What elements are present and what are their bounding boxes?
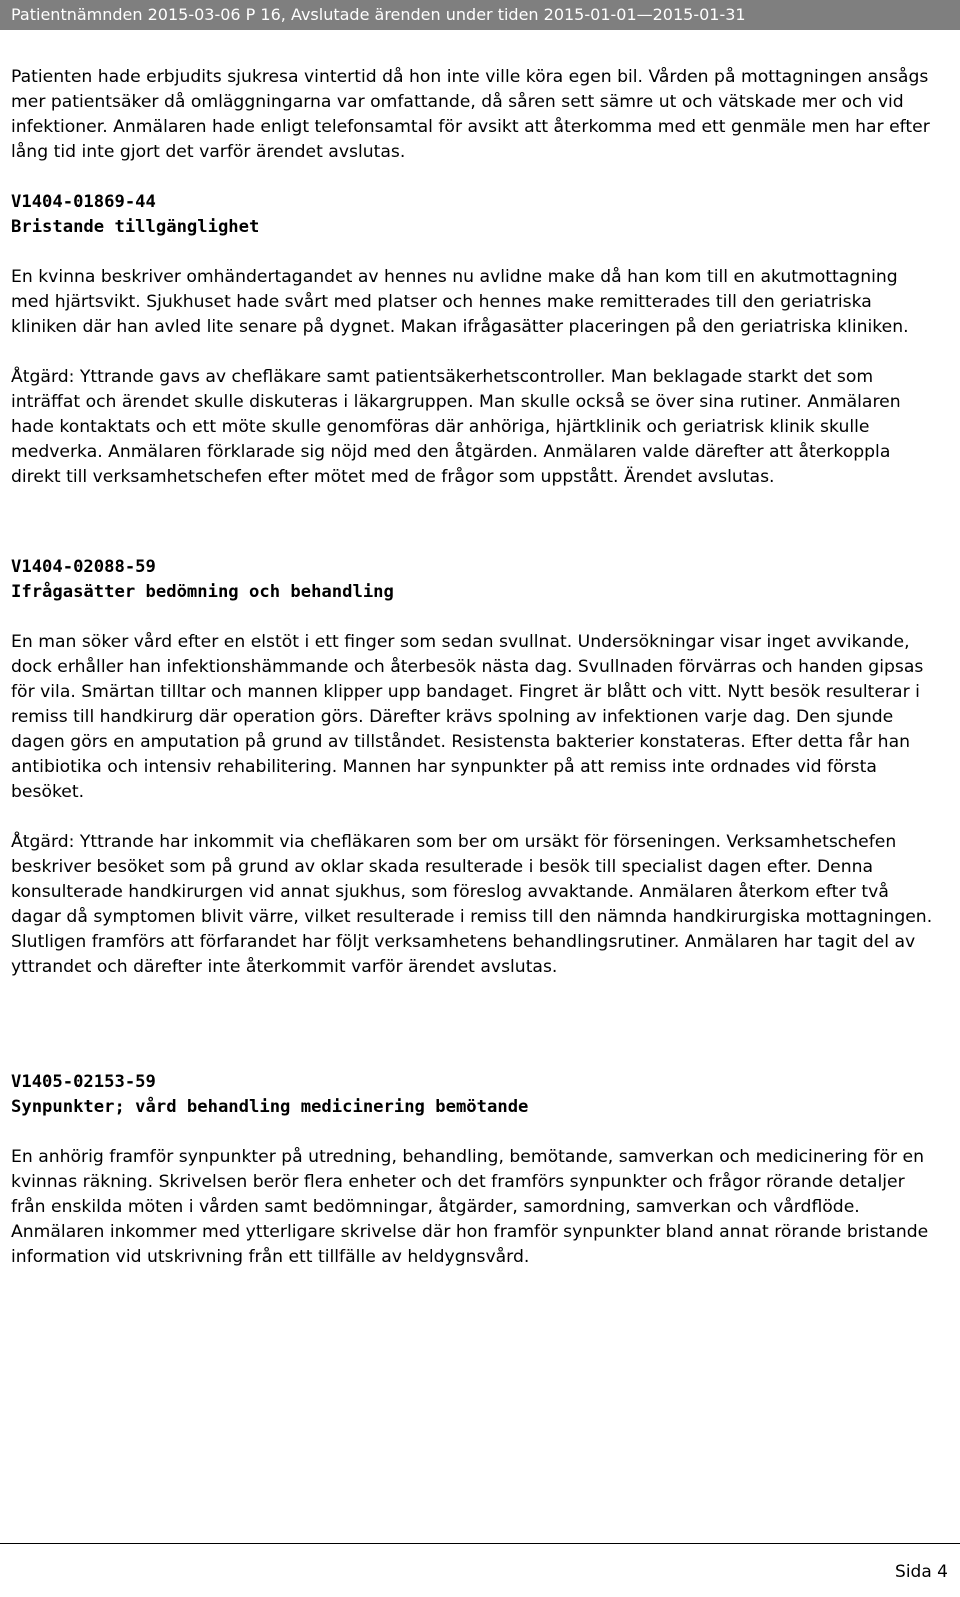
case-title: Synpunkter; vård behandling medicinering bemötande: [11, 1097, 529, 1117]
case-block: [11, 190, 941, 490]
case-block: [11, 1070, 941, 1270]
case-id: V1404-01869-44: [11, 192, 156, 212]
document-body: [11, 65, 941, 1295]
case-action: Åtgärd: Yttrande har inkommit via chefläkaren som ber om ursäkt för förseningen. Verksamhetschefen beskriver besöket som på grund av oklar skada resulterade i besök till specialist dagen efter. Denna konsulterade handkirurgen vid annat sjukhus, som föreslog avvaktande. Anmälaren återkom efter två dagar då symptomen blivit värre, vilket resulterade i remiss till den nämnda handkirurgiska mottagningen. Slutligen framförs att förfarandet har följt verksamhetens behandlingsrutiner. Anmälaren har tagit del av yttrandet och därefter inte återkommit varför ärendet avslutas.: [11, 832, 933, 977]
page-number: Sida 4: [895, 1562, 948, 1582]
case-action: Åtgärd: Yttrande gavs av chefläkare samt patientsäkerhetscontroller. Man beklagade starkt det som inträffat och ärendet skulle diskuteras i läkargruppen. Man skulle också se över sina rutiner. Anmälaren hade kontaktats och ett möte skulle genomföras där anhöriga, hjärtklinik och geriatrisk klinik skulle medverka. Anmälaren förklarade sig nöjd med den åtgärden. Anmälaren valde därefter att återkoppla direkt till verksamhetschefen efter mötet med de frågor som uppstått. Ärendet avslutas.: [11, 367, 901, 487]
case-description: En kvinna beskriver omhändertagandet av hennes nu avlidne make då han kom till en akutmottagning med hjärtsvikt. Sjukhuset hade svårt med platser och hennes make remitterades till den geriatriska kliniken där han avled lite senare på dygnet. Makan ifrågasätter placeringen på den geriatriska kliniken.: [11, 267, 909, 337]
case-id: V1404-02088-59: [11, 557, 156, 577]
case-title: Bristande tillgänglighet: [11, 217, 260, 237]
footer-divider: [0, 1543, 960, 1544]
page-header: [0, 0, 960, 30]
header-title: Patientnämnden 2015-03-06 P 16, Avslutade ärenden under tiden 2015-01-01—2015-01-31: [11, 5, 746, 24]
case-description: En anhörig framför synpunkter på utredning, behandling, bemötande, samverkan och medicinering för en kvinnas räkning. Skrivelsen berör flera enheter och det framförs synpunkter och frågor rörande detaljer från enskilda möten i vården samt bedömningar, åtgärder, samordning, samverkan och vårdflöde. Anmälaren inkommer med ytterligare skrivelse där hon framför synpunkter bland annat rörande bristande information vid utskrivning från ett tillfälle av heldygnsvård.: [11, 1147, 929, 1267]
intro-paragraph: Patienten hade erbjudits sjukresa vintertid då hon inte ville köra egen bil. Vården på mottagningen ansågs mer patientsäker då omläggningarna var omfattande, då såren sett sämre ut och vätskade mer och vid infektioner. Anmälaren hade enligt telefonsamtal för avsikt att återkomma med ett genmäle men har efter lång tid inte gjort det varför ärendet avslutas.: [11, 67, 930, 162]
case-block: [11, 555, 941, 980]
case-title: Ifrågasätter bedömning och behandling: [11, 582, 394, 602]
case-description: En man söker vård efter en elstöt i ett finger som sedan svullnat. Undersökningar visar inget avvikande, dock erhåller han infektionshämmande och återbesök nästa dag. Svullnaden förvärras och handen gipsas för vila. Smärtan tilltar och mannen klipper upp bandaget. Fingret är blått och vitt. Nytt besök resulterar i remiss till handkirurg där operation görs. Därefter krävs spolning av infektionen varje dag. Den sjunde dagen görs en amputation på grund av tillståndet. Resistensta bakterier konstateras. Efter detta får han antibiotika och intensiv rehabilitering. Mannen har synpunkter på att remiss inte ordnades vid första besöket.: [11, 632, 924, 802]
case-id: V1405-02153-59: [11, 1072, 156, 1092]
